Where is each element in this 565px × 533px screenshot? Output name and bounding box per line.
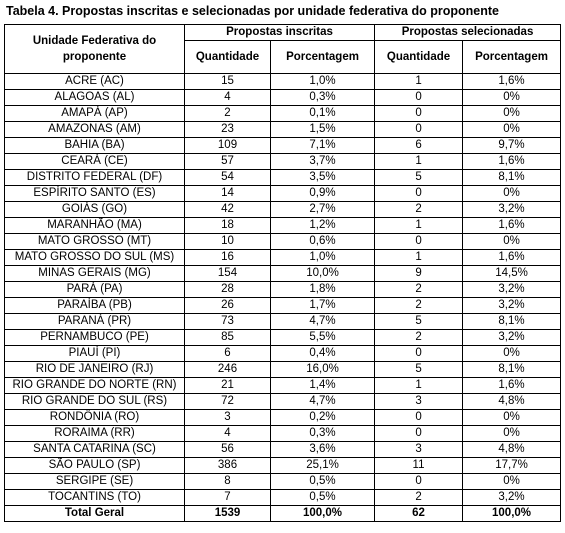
cell-state: RIO GRANDE DO NORTE (RN) xyxy=(5,378,185,394)
cell-quantidade-inscritas: 21 xyxy=(185,378,271,394)
cell-state: DISTRITO FEDERAL (DF) xyxy=(5,170,185,186)
cell-state: RIO GRANDE DO SUL (RS) xyxy=(5,394,185,410)
table-row xyxy=(5,378,561,394)
cell-porcentagem-inscritas: 0,3% xyxy=(271,426,375,442)
cell-state: PARAÍBA (PB) xyxy=(5,298,185,314)
cell-quantidade-selecionadas: 0 xyxy=(375,426,463,442)
table-row xyxy=(5,170,561,186)
cell-porcentagem-inscritas: 2,7% xyxy=(271,202,375,218)
cell-quantidade-selecionadas: 2 xyxy=(375,202,463,218)
table-row xyxy=(5,122,561,138)
cell-state: CEARÁ (CE) xyxy=(5,154,185,170)
cell-porcentagem-inscritas: 10,0% xyxy=(271,266,375,282)
cell-quantidade-inscritas: 3 xyxy=(185,410,271,426)
cell-porcentagem-selecionadas: 1,6% xyxy=(463,250,561,266)
table-row xyxy=(5,266,561,282)
cell-quantidade-selecionadas: 3 xyxy=(375,394,463,410)
cell-state: SÃO PAULO (SP) xyxy=(5,458,185,474)
cell-porcentagem-selecionadas: 1,6% xyxy=(463,218,561,234)
cell-porcentagem-selecionadas: 17,7% xyxy=(463,458,561,474)
cell-quantidade-inscritas: 54 xyxy=(185,170,271,186)
cell-porcentagem-inscritas: 7,1% xyxy=(271,138,375,154)
cell-quantidade-inscritas: 23 xyxy=(185,122,271,138)
header-state: Unidade Federativa do proponente xyxy=(5,25,185,74)
table-row xyxy=(5,138,561,154)
table-row xyxy=(5,362,561,378)
cell-porcentagem-selecionadas: 4,8% xyxy=(463,394,561,410)
cell-state: SERGIPE (SE) xyxy=(5,474,185,490)
cell-state: MINAS GERAIS (MG) xyxy=(5,266,185,282)
cell-porcentagem-selecionadas: 3,2% xyxy=(463,282,561,298)
cell-quantidade-selecionadas: 11 xyxy=(375,458,463,474)
cell-quantidade-selecionadas: 1 xyxy=(375,218,463,234)
cell-quantidade-selecionadas: 0 xyxy=(375,474,463,490)
total-cell-quantidade-inscritas: 1539 xyxy=(185,506,271,522)
cell-porcentagem-selecionadas: 0% xyxy=(463,90,561,106)
cell-state: PERNAMBUCO (PE) xyxy=(5,330,185,346)
table-row xyxy=(5,250,561,266)
cell-porcentagem-inscritas: 3,5% xyxy=(271,170,375,186)
cell-quantidade-selecionadas: 1 xyxy=(375,250,463,266)
total-cell-state: Total Geral xyxy=(5,506,185,522)
cell-porcentagem-inscritas: 0,6% xyxy=(271,234,375,250)
cell-porcentagem-inscritas: 1,0% xyxy=(271,74,375,90)
cell-quantidade-inscritas: 57 xyxy=(185,154,271,170)
table-caption: Tabela 4. Propostas inscritas e selecionadas por unidade federativa do proponente xyxy=(6,4,499,18)
cell-porcentagem-inscritas: 4,7% xyxy=(271,394,375,410)
cell-quantidade-selecionadas: 5 xyxy=(375,170,463,186)
cell-quantidade-selecionadas: 2 xyxy=(375,298,463,314)
cell-quantidade-selecionadas: 5 xyxy=(375,314,463,330)
cell-state: PARANÁ (PR) xyxy=(5,314,185,330)
total-cell-porcentagem-selecionadas: 100,0% xyxy=(463,506,561,522)
cell-state: MATO GROSSO DO SUL (MS) xyxy=(5,250,185,266)
cell-state: GOIÁS (GO) xyxy=(5,202,185,218)
cell-quantidade-inscritas: 18 xyxy=(185,218,271,234)
cell-state: PARÁ (PA) xyxy=(5,282,185,298)
cell-quantidade-inscritas: 7 xyxy=(185,490,271,506)
data-table xyxy=(4,24,561,522)
cell-state: RIO DE JANEIRO (RJ) xyxy=(5,362,185,378)
cell-quantidade-inscritas: 14 xyxy=(185,186,271,202)
cell-quantidade-selecionadas: 1 xyxy=(375,74,463,90)
cell-porcentagem-selecionadas: 8,1% xyxy=(463,170,561,186)
cell-quantidade-selecionadas: 1 xyxy=(375,378,463,394)
table-row xyxy=(5,106,561,122)
cell-porcentagem-selecionadas: 3,2% xyxy=(463,490,561,506)
cell-porcentagem-inscritas: 0,9% xyxy=(271,186,375,202)
cell-quantidade-selecionadas: 0 xyxy=(375,410,463,426)
cell-porcentagem-selecionadas: 1,6% xyxy=(463,154,561,170)
cell-state: TOCANTINS (TO) xyxy=(5,490,185,506)
table-row xyxy=(5,154,561,170)
cell-porcentagem-selecionadas: 3,2% xyxy=(463,330,561,346)
table-row xyxy=(5,490,561,506)
cell-quantidade-inscritas: 16 xyxy=(185,250,271,266)
cell-porcentagem-selecionadas: 0% xyxy=(463,106,561,122)
table-row xyxy=(5,218,561,234)
cell-state: RORAIMA (RR) xyxy=(5,426,185,442)
cell-state: MATO GROSSO (MT) xyxy=(5,234,185,250)
cell-state: ESPÍRITO SANTO (ES) xyxy=(5,186,185,202)
table-row xyxy=(5,282,561,298)
cell-quantidade-inscritas: 28 xyxy=(185,282,271,298)
cell-porcentagem-inscritas: 1,0% xyxy=(271,250,375,266)
cell-porcentagem-selecionadas: 1,6% xyxy=(463,74,561,90)
cell-quantidade-inscritas: 246 xyxy=(185,362,271,378)
cell-porcentagem-inscritas: 0,5% xyxy=(271,490,375,506)
cell-state: RONDÔNIA (RO) xyxy=(5,410,185,426)
cell-porcentagem-selecionadas: 3,2% xyxy=(463,298,561,314)
table-row xyxy=(5,186,561,202)
cell-quantidade-inscritas: 85 xyxy=(185,330,271,346)
cell-state: MARANHÃO (MA) xyxy=(5,218,185,234)
table-row xyxy=(5,394,561,410)
cell-quantidade-inscritas: 56 xyxy=(185,442,271,458)
table-row xyxy=(5,426,561,442)
table-row xyxy=(5,330,561,346)
cell-quantidade-selecionadas: 2 xyxy=(375,282,463,298)
cell-porcentagem-selecionadas: 9,7% xyxy=(463,138,561,154)
cell-porcentagem-selecionadas: 0% xyxy=(463,186,561,202)
cell-quantidade-inscritas: 6 xyxy=(185,346,271,362)
total-row xyxy=(5,506,561,522)
cell-quantidade-inscritas: 72 xyxy=(185,394,271,410)
header-inscritas: Propostas inscritas xyxy=(185,25,375,41)
cell-quantidade-selecionadas: 2 xyxy=(375,330,463,346)
cell-state: BAHIA (BA) xyxy=(5,138,185,154)
cell-porcentagem-inscritas: 1,4% xyxy=(271,378,375,394)
cell-quantidade-selecionadas: 6 xyxy=(375,138,463,154)
cell-porcentagem-inscritas: 4,7% xyxy=(271,314,375,330)
cell-quantidade-selecionadas: 3 xyxy=(375,442,463,458)
cell-quantidade-inscritas: 10 xyxy=(185,234,271,250)
cell-quantidade-inscritas: 26 xyxy=(185,298,271,314)
header-quantidade-inscritas: Quantidade xyxy=(185,41,271,74)
cell-state: ACRE (AC) xyxy=(5,74,185,90)
cell-quantidade-inscritas: 73 xyxy=(185,314,271,330)
cell-quantidade-inscritas: 15 xyxy=(185,74,271,90)
cell-quantidade-selecionadas: 0 xyxy=(375,106,463,122)
table-row xyxy=(5,90,561,106)
cell-quantidade-inscritas: 4 xyxy=(185,426,271,442)
cell-quantidade-selecionadas: 0 xyxy=(375,122,463,138)
cell-porcentagem-inscritas: 25,1% xyxy=(271,458,375,474)
cell-quantidade-selecionadas: 1 xyxy=(375,154,463,170)
cell-porcentagem-inscritas: 3,7% xyxy=(271,154,375,170)
cell-state: SANTA CATARINA (SC) xyxy=(5,442,185,458)
table-row xyxy=(5,74,561,90)
cell-quantidade-selecionadas: 0 xyxy=(375,346,463,362)
cell-porcentagem-inscritas: 0,1% xyxy=(271,106,375,122)
cell-quantidade-selecionadas: 2 xyxy=(375,490,463,506)
cell-porcentagem-inscritas: 5,5% xyxy=(271,330,375,346)
table-row xyxy=(5,442,561,458)
cell-porcentagem-inscritas: 1,8% xyxy=(271,282,375,298)
table-row xyxy=(5,458,561,474)
cell-state: AMAZONAS (AM) xyxy=(5,122,185,138)
cell-quantidade-inscritas: 109 xyxy=(185,138,271,154)
cell-porcentagem-selecionadas: 14,5% xyxy=(463,266,561,282)
cell-quantidade-selecionadas: 0 xyxy=(375,186,463,202)
cell-porcentagem-inscritas: 0,2% xyxy=(271,410,375,426)
table-body xyxy=(5,74,561,522)
cell-porcentagem-selecionadas: 0% xyxy=(463,426,561,442)
cell-porcentagem-selecionadas: 4,8% xyxy=(463,442,561,458)
cell-porcentagem-selecionadas: 0% xyxy=(463,346,561,362)
table-row xyxy=(5,346,561,362)
cell-porcentagem-inscritas: 1,7% xyxy=(271,298,375,314)
cell-porcentagem-selecionadas: 8,1% xyxy=(463,362,561,378)
cell-quantidade-inscritas: 4 xyxy=(185,90,271,106)
cell-quantidade-selecionadas: 9 xyxy=(375,266,463,282)
total-cell-quantidade-selecionadas: 62 xyxy=(375,506,463,522)
cell-porcentagem-inscritas: 1,2% xyxy=(271,218,375,234)
cell-porcentagem-inscritas: 0,5% xyxy=(271,474,375,490)
cell-quantidade-selecionadas: 5 xyxy=(375,362,463,378)
cell-quantidade-selecionadas: 0 xyxy=(375,90,463,106)
cell-porcentagem-inscritas: 1,5% xyxy=(271,122,375,138)
cell-porcentagem-selecionadas: 0% xyxy=(463,474,561,490)
table-row xyxy=(5,314,561,330)
cell-quantidade-inscritas: 154 xyxy=(185,266,271,282)
header-porcentagem-inscritas: Porcentagem xyxy=(271,41,375,74)
cell-state: ALAGOAS (AL) xyxy=(5,90,185,106)
cell-state: PIAUÍ (PI) xyxy=(5,346,185,362)
cell-state: AMAPÁ (AP) xyxy=(5,106,185,122)
cell-porcentagem-selecionadas: 0% xyxy=(463,122,561,138)
table-row xyxy=(5,474,561,490)
cell-quantidade-inscritas: 386 xyxy=(185,458,271,474)
cell-porcentagem-selecionadas: 3,2% xyxy=(463,202,561,218)
cell-porcentagem-selecionadas: 0% xyxy=(463,410,561,426)
cell-porcentagem-inscritas: 3,6% xyxy=(271,442,375,458)
cell-quantidade-inscritas: 2 xyxy=(185,106,271,122)
cell-quantidade-inscritas: 42 xyxy=(185,202,271,218)
total-cell-porcentagem-inscritas: 100,0% xyxy=(271,506,375,522)
cell-porcentagem-inscritas: 0,3% xyxy=(271,90,375,106)
cell-porcentagem-selecionadas: 1,6% xyxy=(463,378,561,394)
table-row xyxy=(5,234,561,250)
cell-porcentagem-selecionadas: 8,1% xyxy=(463,314,561,330)
table-row xyxy=(5,298,561,314)
header-selecionadas: Propostas selecionadas xyxy=(375,25,561,41)
header-porcentagem-selecionadas: Porcentagem xyxy=(463,41,561,74)
table-row xyxy=(5,202,561,218)
cell-porcentagem-inscritas: 0,4% xyxy=(271,346,375,362)
cell-quantidade-selecionadas: 0 xyxy=(375,234,463,250)
cell-porcentagem-inscritas: 16,0% xyxy=(271,362,375,378)
table-row xyxy=(5,410,561,426)
cell-quantidade-inscritas: 8 xyxy=(185,474,271,490)
header-quantidade-selecionadas: Quantidade xyxy=(375,41,463,74)
cell-porcentagem-selecionadas: 0% xyxy=(463,234,561,250)
